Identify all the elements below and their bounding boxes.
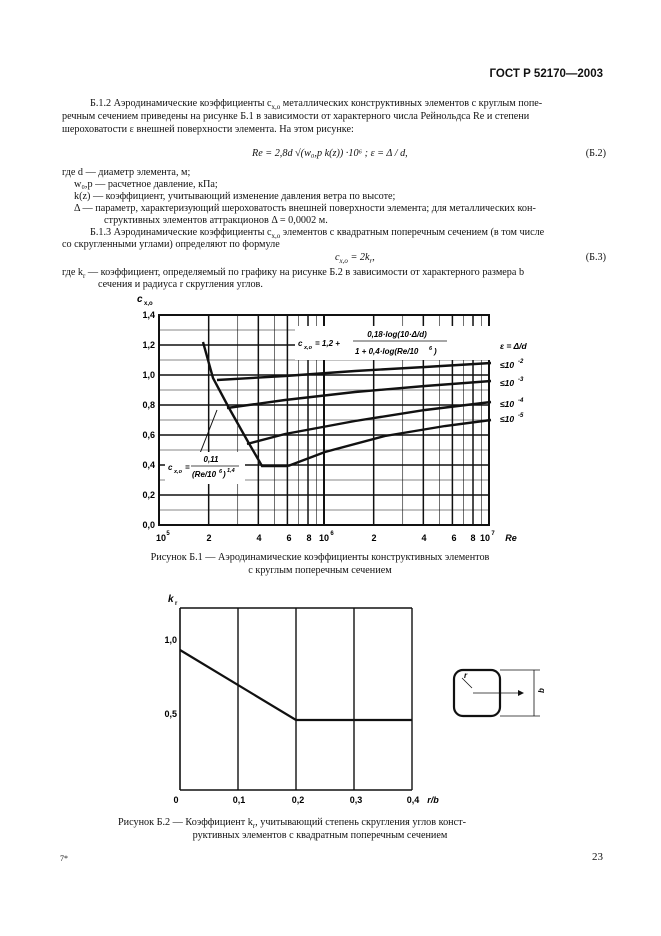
b1-ytick: 0,6 xyxy=(142,430,155,440)
b1-xtick: 6 xyxy=(286,533,292,543)
b1-ytick: 1,4 xyxy=(142,310,155,320)
b1-ytick: 1,0 xyxy=(142,370,155,380)
b2-xlabel: r/b xyxy=(427,795,439,805)
svg-text:= 1,2 +: = 1,2 + xyxy=(315,339,340,348)
figure-b2-caption-1: Рисунок Б.2 — Коэффициент $k_r$, учитывающий степень скругления углов конст- xyxy=(118,817,466,831)
def-delta-cont: структивных элементов аттракционов Δ = 0,0002 м. xyxy=(104,215,328,226)
b1-curve-eps-3 xyxy=(227,381,491,408)
b1-xtick: 8 xyxy=(306,533,312,543)
b1-xtick-exp: 6 xyxy=(330,531,334,537)
formula-b2-number: (Б.2) xyxy=(585,148,606,159)
figure-b2 xyxy=(150,590,550,810)
svg-text:x,o: x,o xyxy=(304,345,312,351)
section-b12-line2: речным сечением приведены на рисунке Б.1 в зависимости от характерного числа Рейнольдса Re и степени xyxy=(62,111,530,122)
svg-text:1 + 0,4·log(Re/10: 1 + 0,4·log(Re/10 xyxy=(355,347,419,356)
formula-b3: $c_{x,o} = 2k_r$, xyxy=(335,252,375,266)
figure-b1-svg xyxy=(135,290,535,545)
formula-b2: Re = 2,8d √(w₀,р k(z)) ·10⁶ ; ε = Δ / d, xyxy=(252,148,408,159)
b1-ytick: 0,0 xyxy=(142,520,155,530)
b2-xtick: 0 xyxy=(173,795,179,805)
b1-xtick: 10 xyxy=(479,533,491,543)
b1-eps-header: ε = Δ/d xyxy=(500,341,527,351)
svg-text:c: c xyxy=(168,463,173,472)
svg-text:): ) xyxy=(434,347,437,356)
b1-formula-upper xyxy=(295,326,495,360)
b1-xtick: 2 xyxy=(206,533,212,543)
b1-eps-label: ≤10 xyxy=(500,378,515,388)
standard-header: ГОСТ Р 52170—2003 xyxy=(489,68,603,80)
b2-ytick: 0,5 xyxy=(164,709,177,719)
b1-ylabel: c xyxy=(137,294,143,305)
b2-ylabel: k xyxy=(168,594,174,605)
svg-text:(Re/10: (Re/10 xyxy=(192,470,217,479)
svg-text:6: 6 xyxy=(219,469,223,475)
b1-xtick: 4 xyxy=(421,533,427,543)
b1-eps-exp: -4 xyxy=(518,398,524,404)
b1-xtick: 8 xyxy=(470,533,476,543)
svg-text:6: 6 xyxy=(429,346,433,352)
b1-curve-eps-4 xyxy=(247,402,491,444)
section-b13-line2: со скругленными углами) определяют по формуле xyxy=(62,239,280,250)
b2-xtick: 0,1 xyxy=(232,795,246,805)
svg-text:0,11: 0,11 xyxy=(203,455,219,464)
b2-inset-b: b xyxy=(537,688,546,693)
b1-eps-exp: -5 xyxy=(518,413,524,419)
b1-ytick: 0,8 xyxy=(142,400,155,410)
svg-text:): ) xyxy=(223,470,226,479)
b1-eps-label: ≤10 xyxy=(500,399,515,409)
footer-mark: 7* xyxy=(60,854,68,863)
def-w: w₀,р — расчетное давление, кПа; xyxy=(74,179,218,190)
b2-xtick: 0,3 xyxy=(349,795,363,805)
b1-xtick: 10 xyxy=(318,533,330,543)
svg-text:=: = xyxy=(185,463,190,472)
figure-b2-svg xyxy=(150,590,550,810)
b1-ytick: 0,2 xyxy=(142,490,155,500)
b2-inset-r: r xyxy=(464,671,468,680)
section-b13-line1: Б.1.3 Аэродинамические коэффициенты $c_{x,o}$ элементов с квадратным поперечным сечением (в том числе xyxy=(90,227,545,241)
figure-b1-caption-2: с круглым поперечным сечением xyxy=(248,565,392,576)
b2-xtick: 0,4 xyxy=(406,795,420,805)
svg-text:c: c xyxy=(298,339,303,348)
b1-xlabel: Re xyxy=(505,533,517,543)
b1-xtick: 2 xyxy=(371,533,377,543)
b1-xtick: 4 xyxy=(256,533,262,543)
b1-xtick: 10 xyxy=(155,533,167,543)
svg-text:0,18·log(10·Δ/d): 0,18·log(10·Δ/d) xyxy=(367,330,427,339)
figure-b1 xyxy=(135,290,535,545)
where-kr: где $k_r$ — коэффициент, определяемый по графику на рисунке Б.2 в зависимости от характерного размера b xyxy=(62,267,525,281)
b1-xtick: 6 xyxy=(451,533,457,543)
def-delta: Δ — параметр, характеризующий шероховатость внешней поверхности элемента; для металлических кон- xyxy=(74,203,536,214)
section-b12-line3: шероховатости ε внешней поверхности элемента. На этом рисунке: xyxy=(62,124,354,135)
def-k: k(z) — коэффициент, учитывающий изменение давления ветра по высоте; xyxy=(74,191,396,202)
where-kr-cont: сечения и радиуса r скругления углов. xyxy=(98,279,263,290)
b1-ytick: 1,2 xyxy=(142,340,155,350)
svg-text:x,o: x,o xyxy=(174,469,182,475)
def-d: где d — диаметр элемента, м; xyxy=(62,167,191,178)
b1-ylabel-sub: x,o xyxy=(144,301,153,307)
b1-eps-exp: -3 xyxy=(518,377,524,383)
b1-xtick-exp: 5 xyxy=(166,531,170,537)
b1-curve-smooth xyxy=(203,342,288,466)
b1-eps-label: ≤10 xyxy=(500,360,515,370)
b2-ylabel-sub: r xyxy=(175,601,178,607)
b1-eps-label: ≤10 xyxy=(500,414,515,424)
b1-formula-lower xyxy=(165,452,245,484)
b1-xtick-exp: 7 xyxy=(491,531,495,537)
svg-text:1,4: 1,4 xyxy=(227,468,235,474)
b1-ytick: 0,4 xyxy=(142,460,155,470)
section-b12-line1: Б.1.2 Аэродинамические коэффициенты $c_{x,o}$ металлических конструктивных элементов с круглым попе- xyxy=(90,98,543,112)
page-number: 23 xyxy=(592,851,603,863)
b2-grid xyxy=(180,608,412,790)
formula-b3-number: (Б.3) xyxy=(585,252,606,263)
b1-eps-exp: -2 xyxy=(518,359,524,365)
b2-xtick: 0,2 xyxy=(291,795,305,805)
figure-b1-caption-1: Рисунок Б.1 — Аэродинамические коэффициенты конструктивных элементов xyxy=(150,552,490,563)
b2-inset xyxy=(454,670,546,716)
b2-ytick: 1,0 xyxy=(164,635,177,645)
figure-b2-caption-2: руктивных элементов с квадратным поперечным сечением xyxy=(192,830,448,841)
